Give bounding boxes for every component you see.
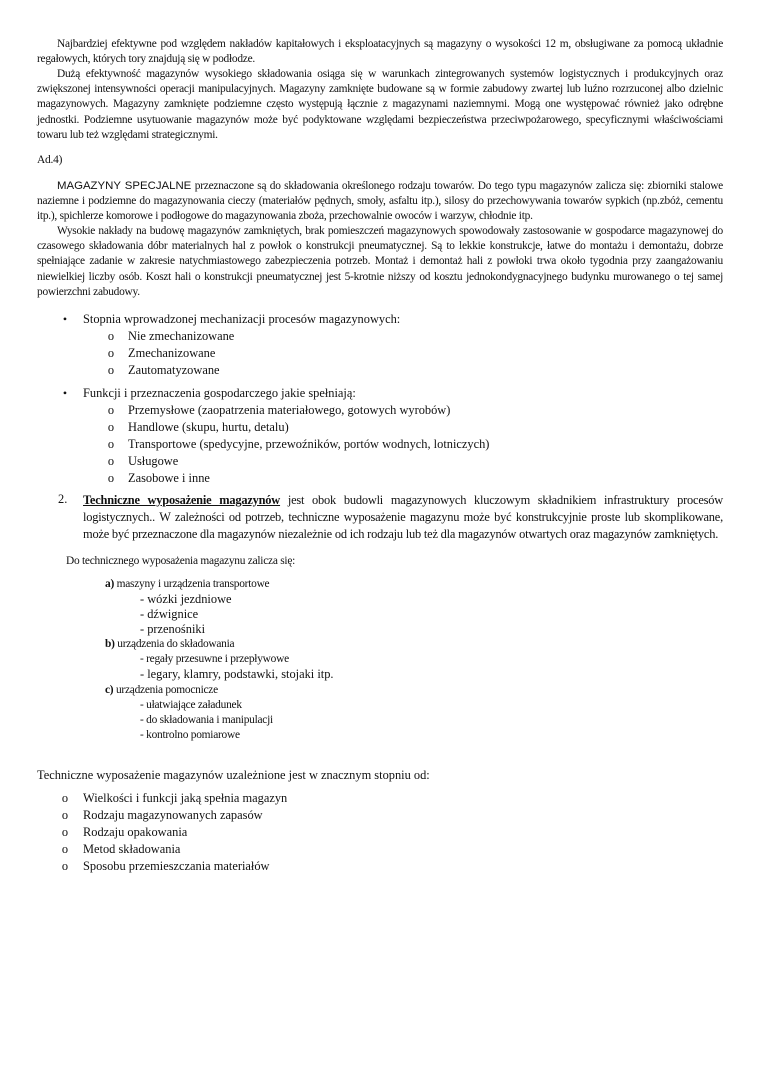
list-equipment	[105, 577, 505, 747]
special-term: MAGAZYNY SPECJALNE	[57, 180, 192, 192]
section-number: 2.	[58, 492, 68, 506]
list-item: o Przemysłowe (zaopatrzenia materiałowego, gotowych wyrobów)	[58, 402, 718, 419]
list-item: o Handlowe (skupu, hurtu, detalu)	[58, 419, 718, 436]
list-item: o Rodzaju opakowania	[58, 824, 458, 841]
paragraph-high-storage: Dużą efektywność magazynów wysokiego składowania osiąga się w warunkach zintegrowanych systemów logistycznych i produkcyjnych oraz zwiększonej intensywności operacji manipulacyjnych. Magazyny zamknięte budowane są w formie zabudowy zwartej lub luźno rozrzuconej albo dzielnic magazynowych. Magazyny zamknięte podziemne często występują łącznie z magazynami naziemnymi. Mogą one występować również jako odrębne jednostki. Podziemne usytuowanie magazynów może być podyktowane względami bezpieczeństwa przeciwpożarowego, specyficznymi właściwościami towaru lub też względami strategicznymi.	[37, 68, 723, 141]
circle-bullet-icon: o	[107, 471, 115, 485]
section-heading-ad4: Ad.4)	[37, 154, 63, 166]
paragraph-pneumatic-halls: Wysokie nakłady na budowę magazynów zamkniętych, brak pomieszczeń magazynowych spowodowały zastosowanie w gospodarce magazynowej do czasowego składowania dóbr materialnych hal z powłok o konstrukcji pneumatycznej. Są to lekkie konstrukcje, łatwe do montażu i demontażu, dobrze spełniające zadanie w zakresie natychmiastowego zabezpieczenia potrzeb. Montaż i demontaż hali z powłoki trwa około tygodnia przy zaangażowaniu niewielkiej liczby osób. Koszt hali o konstrukcji pneumatycznej jest 5-krotnie niższy od kosztu jednokondygnacyjnego budynku murowanego o tej samej powierzchni zabudowy.	[37, 225, 723, 298]
list-item: • Funkcji i przeznaczenia gospodarczego jakie spełniają:	[58, 385, 718, 402]
list-item: b) urządzenia do składowania	[105, 638, 235, 650]
paragraph-technical-equipment: Techniczne wyposażenie magazynów jest obok budowli magazynowych kluczowym składnikiem infrastruktury procesów logistycznych.. W zależności od potrzeb, techniczne wyposażenie magazynu może być konstrukcyjnie proste lub skomplikowane, może być przeznaczone dla magazynów niezależnie od ich rodzaju lub też dla magazynów otwartych oraz magazynów zamkniętych.	[83, 493, 723, 541]
list-item: o Zmechanizowane	[58, 345, 718, 362]
circle-bullet-icon: o	[107, 346, 115, 360]
circle-bullet-icon: o	[107, 437, 115, 451]
list-item: a) maszyny i urządzenia transportowe	[105, 578, 270, 590]
paragraph-efficiency: Najbardziej efektywne pod względem nakładów kapitałowych i eksploatacyjnych są magazyny o wysokości 12 m, obsługiwane za pomocą układnie regałowych, których tory znajdują się w podłodze.	[37, 38, 723, 66]
list-item: - przenośniki	[140, 622, 206, 636]
list-item: - regały przesuwne i przepływowe	[140, 653, 289, 665]
section-title: Techniczne wyposażenie magazynów	[83, 493, 281, 507]
list-item: - legary, klamry, podstawki, stojaki itp.	[140, 667, 334, 681]
dependencies-intro: Techniczne wyposażenie magazynów uzależnione jest w znacznym stopniu od:	[37, 768, 430, 782]
circle-bullet-icon: o	[107, 363, 115, 377]
list-item: - kontrolno pomiarowe	[140, 729, 240, 741]
list-item: o Wielkości i funkcji jaką spełnia magazyn	[58, 790, 458, 807]
list-item: c) urządzenia pomocnicze	[105, 684, 218, 696]
circle-bullet-icon: o	[107, 420, 115, 434]
circle-bullet-icon: o	[61, 859, 69, 873]
list-item: o Usługowe	[58, 453, 718, 470]
circle-bullet-icon: o	[61, 791, 69, 805]
equipment-intro: Do technicznego wyposażenia magazynu zalicza się:	[66, 555, 296, 567]
list-item: - wózki jezdniowe	[140, 592, 232, 606]
list-item: o Zautomatyzowane	[58, 362, 718, 379]
list-dependencies	[58, 790, 458, 875]
list-item: o Rodzaju magazynowanych zapasów	[58, 807, 458, 824]
circle-bullet-icon: o	[107, 454, 115, 468]
circle-bullet-icon: o	[61, 808, 69, 822]
list-item: - dźwignice	[140, 607, 199, 621]
circle-bullet-icon: o	[107, 403, 115, 417]
list-item: o Sposobu przemieszczania materiałów	[58, 858, 458, 875]
paragraph-special-warehouses: MAGAZYNY SPECJALNE przeznaczone są do składowania określonego rodzaju towarów. Do tego typu magazynów zalicza się: zbiorniki stalowe naziemne i podziemne do magazynowania cieczy (materiałów pędnych, smoły, asfaltu itp.), silosy do przechowywania towarów sypkich (np.zbóż, cementu itp.), spichlerze komorowe i podłogowe do magazynowania zboża, przechowalnie owoców i warzyw, chłodnie itp.	[37, 180, 723, 223]
list-item: o Metod składowania	[58, 841, 458, 858]
circle-bullet-icon: o	[61, 842, 69, 856]
list-item: o Nie zmechanizowane	[58, 328, 718, 345]
list-item: - do składowania i manipulacji	[140, 714, 273, 726]
list-mechanization	[58, 311, 718, 379]
bullet-icon: •	[62, 312, 68, 326]
circle-bullet-icon: o	[107, 329, 115, 343]
list-item: o Zasobowe i inne	[58, 470, 718, 487]
list-function	[58, 385, 718, 487]
list-item: o Transportowe (spedycyjne, przewoźników, portów wodnych, lotniczych)	[58, 436, 718, 453]
bullet-icon: •	[62, 386, 68, 400]
list-item: - ułatwiające załadunek	[140, 699, 242, 711]
circle-bullet-icon: o	[61, 825, 69, 839]
list-item: • Stopnia wprowadzonej mechanizacji procesów magazynowych:	[58, 311, 718, 328]
